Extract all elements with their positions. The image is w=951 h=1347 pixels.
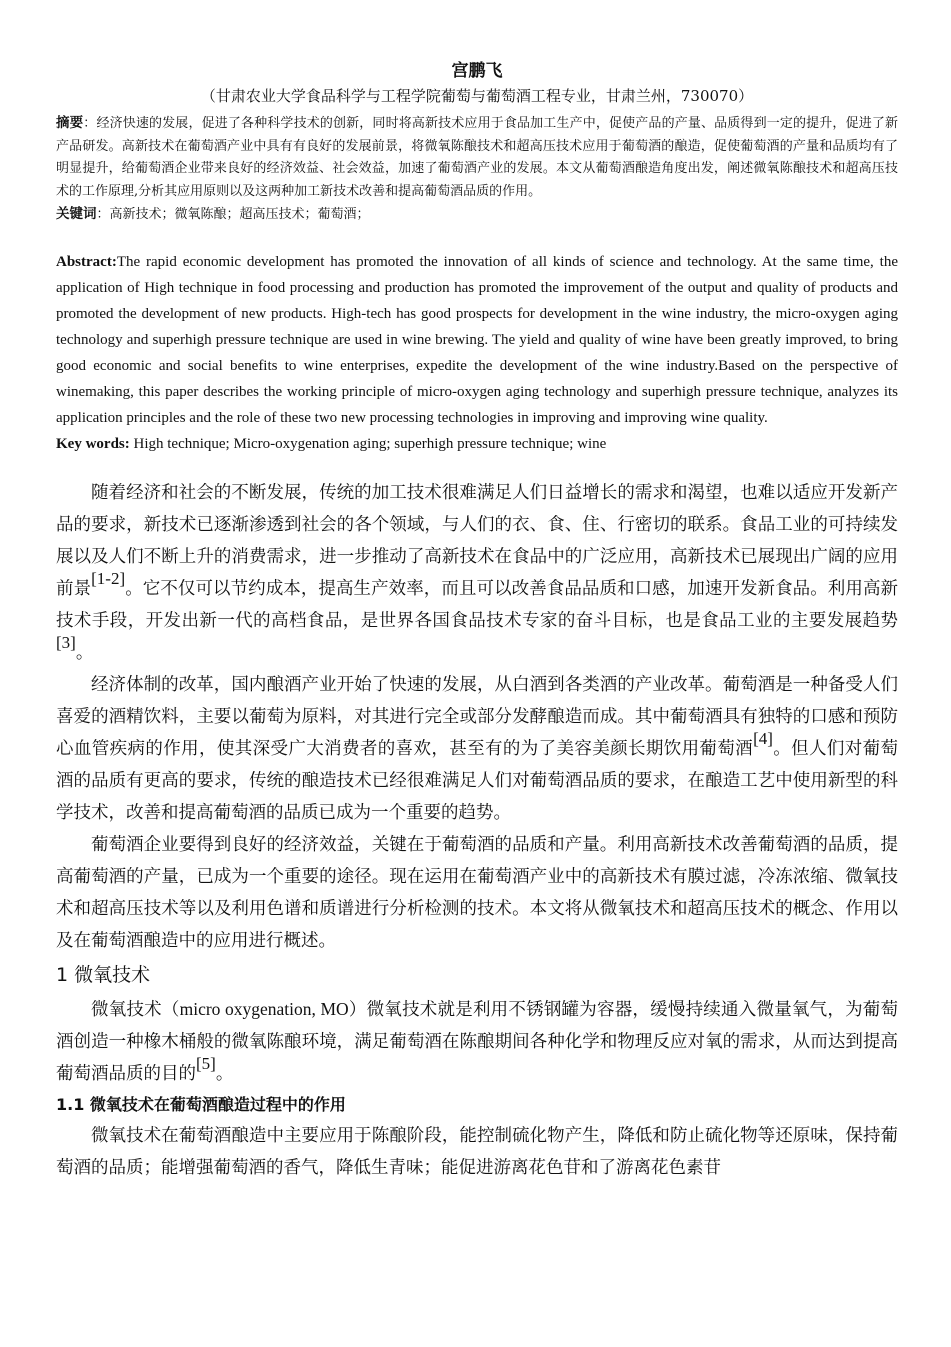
keywords-en-text: High technique; Micro-oxygenation aging; superhigh pressure technique; wine	[129, 435, 607, 452]
body-paragraph-4	[56, 993, 898, 1090]
keywords-en	[56, 431, 898, 457]
abstract-cn-label: 摘要	[56, 115, 84, 131]
body-paragraph-5: 微氧技术在葡萄酒酿造中主要应用于陈酿阶段，能控制硫化物产生，降低和防止硫化物等还原味，保持葡萄酒的品质；能增强葡萄酒的香气，降低生青味；能促进游离花色苷和了游离花色素苷	[56, 1125, 898, 1178]
paragraph-text: 。但人们对葡萄酒的品质有更高的要求，传统的酿造技术已经很难满足人们对葡萄酒品质的要求，在酿造工艺中使用新型的科学技术，改善和提高葡萄酒的品质已成为一个重要的趋势。	[56, 738, 899, 823]
keywords-cn	[56, 203, 898, 227]
citation-ref: [5]	[196, 1053, 216, 1073]
abstract-cn	[56, 112, 898, 203]
section-heading-1-1: 1.1 微氧技术在葡萄酒酿造过程中的作用	[56, 1094, 346, 1114]
abstract-en-text: The rapid economic development has promoted the innovation of all kinds of science and technology. At the same time, the application of High technique in food processing and production has promoted the improvement of the output and quality of products and promoted the development of new products. High-tech has good prospects for development in the wine industry, the micro-oxygen aging technology and superhigh pressure technique are used in wine brewing. The yield and quality of wine have been greatly improved, to bring good economic and social benefits to wine enterprises, expedite the development of the wine industry.Based on the perspective of winemaking, this paper describes the working principle of micro-oxygen aging technology and superhigh pressure technique, analyzes its application principles and the role of these two new processing technologies in improving and improving wine quality.	[56, 253, 898, 426]
citation-ref: [3]	[56, 632, 76, 652]
paragraph-text: 微氧技术（	[91, 999, 180, 1020]
paragraph-text: 。它不仅可以节约成本，提高生产效率，而且可以改善食品品质和口感，加速开发新食品。利用高新技术手段，开发出新一代的高档食品，是世界各国食品技术专家的奋斗目标，也是食品工业的主要发展趋势	[56, 578, 899, 631]
abstract-en-label: Abstract:	[56, 253, 117, 270]
body-paragraph-2	[56, 669, 898, 829]
main-body	[56, 477, 898, 1184]
paragraph-text: ）微氧技术就是利用不锈钢罐为容器，缓慢持续通入微量氧气，为葡萄酒创造一种橡木桶般的微氧陈酿环境，满足葡萄酒在陈酿期间各种化学和物理反应对氧的需求，从而达到提高葡萄酒品质的目的	[56, 999, 899, 1084]
body-paragraph-1	[56, 477, 898, 669]
keywords-en-label: Key words:	[56, 435, 130, 452]
paragraph-text: 随着经济和社会的不断发展，传统的加工技术很难满足人们日益增长的需求和渴望，也难以适应开发新产品的要求，新技术已逐渐渗透到社会的各个领域，与人们的衣、食、住、行密切的联系。食品工业的可持续发展以及人们不断上升的消费需求，进一步推动了高新技术在食品中的广泛应用，高新技术已展现出广阔的应用前景	[56, 482, 898, 599]
paragraph-text: 。	[75, 642, 94, 663]
keywords-cn-text: ：高新技术；微氧陈酿；超高压技术；葡萄酒；	[96, 207, 370, 222]
paragraph-text: 经济体制的改革，国内酿酒产业开始了快速的发展，从白酒到各类酒的产业改革。葡萄酒是一种备受人们喜爱的酒精饮料，主要以葡萄为原料，对其进行完全或部分发酵酿造而成。其中葡萄酒具有独特的口感和预防心血管疾病的作用，使其深受广大消费者的喜欢，甚至有的为了美容美颜长期饮用葡萄酒	[56, 674, 898, 759]
paper-page	[56, 58, 898, 1184]
author-affiliation: （甘肃农业大学食品科学与工程学院葡萄与葡萄酒工程专业，甘肃兰州，730070）	[200, 87, 754, 105]
paragraph-text: 。	[215, 1063, 234, 1084]
body-paragraph-3: 葡萄酒企业要得到良好的经济效益，关键在于葡萄酒的品质和产量。利用高新技术改善葡萄酒的品质，提高葡萄酒的产量，已成为一个重要的途径。现在运用在葡萄酒产业中的高新技术有膜过滤，冷冻浓缩、微氧技术和超高压技术等以及利用色谱和质谱进行分析检测的技术。本文将从微氧技术和超高压技术的概念、作用以及在葡萄酒酿造中的应用进行概述。	[56, 834, 898, 951]
citation-ref: [1-2]	[91, 568, 126, 588]
keywords-cn-label: 关键词	[56, 206, 97, 222]
abstract-en	[56, 249, 898, 431]
citation-ref: [4]	[753, 728, 773, 748]
abstract-cn-text: ：经济快速的发展，促进了各种科学技术的创新，同时将高新技术应用于食品加工生产中，促使产品的产量、品质得到一定的提升，促进了新产品研发。高新技术在葡萄酒产业中具有有良好的发展前景，将微氧陈酿技术和超高压技术应用于葡萄酒的酿造，促使葡萄酒的产量和品质均有了明显提升，给葡萄酒企业带来良好的经济效益、社会效益，加速了葡萄酒产业的发展。本文从葡萄酒酿造角度出发，阐述微氧陈酿技术和超高压技术的工作原理,分析其应用原则以及这两种加工新技术改善和提高葡萄酒品质的作用。	[56, 116, 898, 199]
section-heading-1: 1 微氧技术	[56, 963, 151, 986]
author-name: 宫鹏飞	[451, 61, 503, 81]
paragraph-text: micro oxygenation, MO	[179, 998, 349, 1019]
